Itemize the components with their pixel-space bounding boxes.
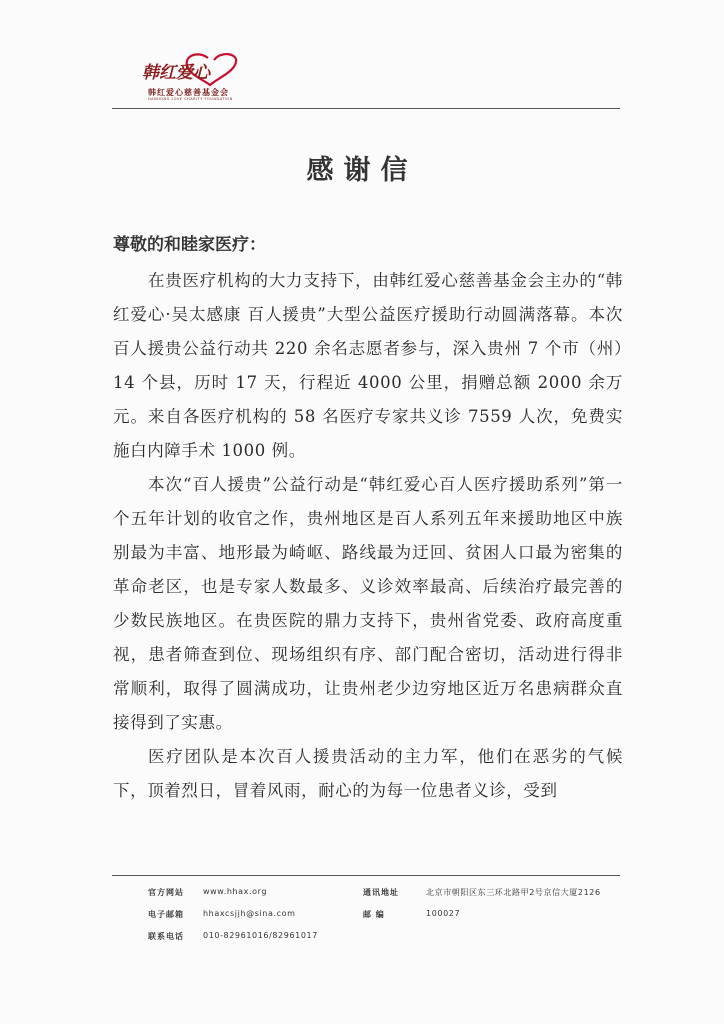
paragraph: 在贵医疗机构的大力支持下，由韩红爱心慈善基金会主办的“韩红爱心·吴太感康 百人援贵”大型公益医疗援助行动圆满落幕。本次百人援贵公益行动共 220 余名志愿者参与，深入贵州 7 个市（州）14 个县，历时 17 天，行程近 4000 公里，捐赠总额 2000 余万元。来自各医疗机构的 58 名医疗专家共义诊 7559 人次，免费实施白内障手术 1000 例。 [113, 271, 623, 460]
salutation: 尊敬的和睦家医疗： [113, 235, 266, 255]
website-link[interactable]: www.hhax.org [203, 887, 268, 896]
foundation-logo [138, 52, 248, 102]
address-value: 北京市朝阳区东三环北路甲2号京信大厦2126 [426, 888, 601, 897]
paragraph: 医疗团队是本次百人援贵活动的主力军，他们在恶劣的气候下，顶着烈日，冒着风雨，耐心的为每一位患者义诊，受到 [113, 747, 623, 800]
email-link[interactable]: hhaxcsjjh@sina.com [203, 909, 296, 918]
org-name-cn: 韩红爱心慈善基金会 [148, 88, 229, 97]
footer-divider [112, 875, 620, 876]
footer-row [148, 887, 618, 909]
letter-body [113, 264, 623, 808]
contact-footer [148, 887, 618, 953]
logo-text: 韩红爱心 [142, 63, 210, 83]
phone-label: 联系电话 [148, 932, 184, 941]
phone-value: 010-82961016/82961017 [203, 931, 318, 940]
footer-row [148, 931, 618, 953]
postcode-value: 100027 [426, 909, 461, 918]
email-label: 电子邮箱 [148, 910, 184, 919]
heart-logo-icon [138, 52, 248, 88]
header-divider [112, 108, 620, 109]
postcode-label: 邮 编 [363, 910, 385, 919]
footer-row [148, 909, 618, 931]
website-label: 官方网站 [148, 888, 184, 897]
org-name-en: HANHONG LOVE CHARITY FOUNDATION [148, 97, 233, 101]
page-title: 感谢信 [306, 155, 418, 186]
paragraph: 本次“百人援贵”公益行动是“韩红爱心百人医疗援助系列”第一个五年计划的收官之作，贵州地区是百人系列五年来援助地区中族别最为丰富、地形最为崎岖、路线最为迂回、贫困人口最为密集的革命老区，也是专家人数最多、义诊效率最高、后续治疗最完善的少数民族地区。在贵医院的鼎力支持下，贵州省党委、政府高度重视，患者筛查到位、现场组织有序、部门配合密切，活动进行得非常顺利，取得了圆满成功，让贵州老少边穷地区近万名患病群众直接得到了实惠。 [113, 475, 623, 732]
address-label: 通讯地址 [363, 888, 399, 897]
